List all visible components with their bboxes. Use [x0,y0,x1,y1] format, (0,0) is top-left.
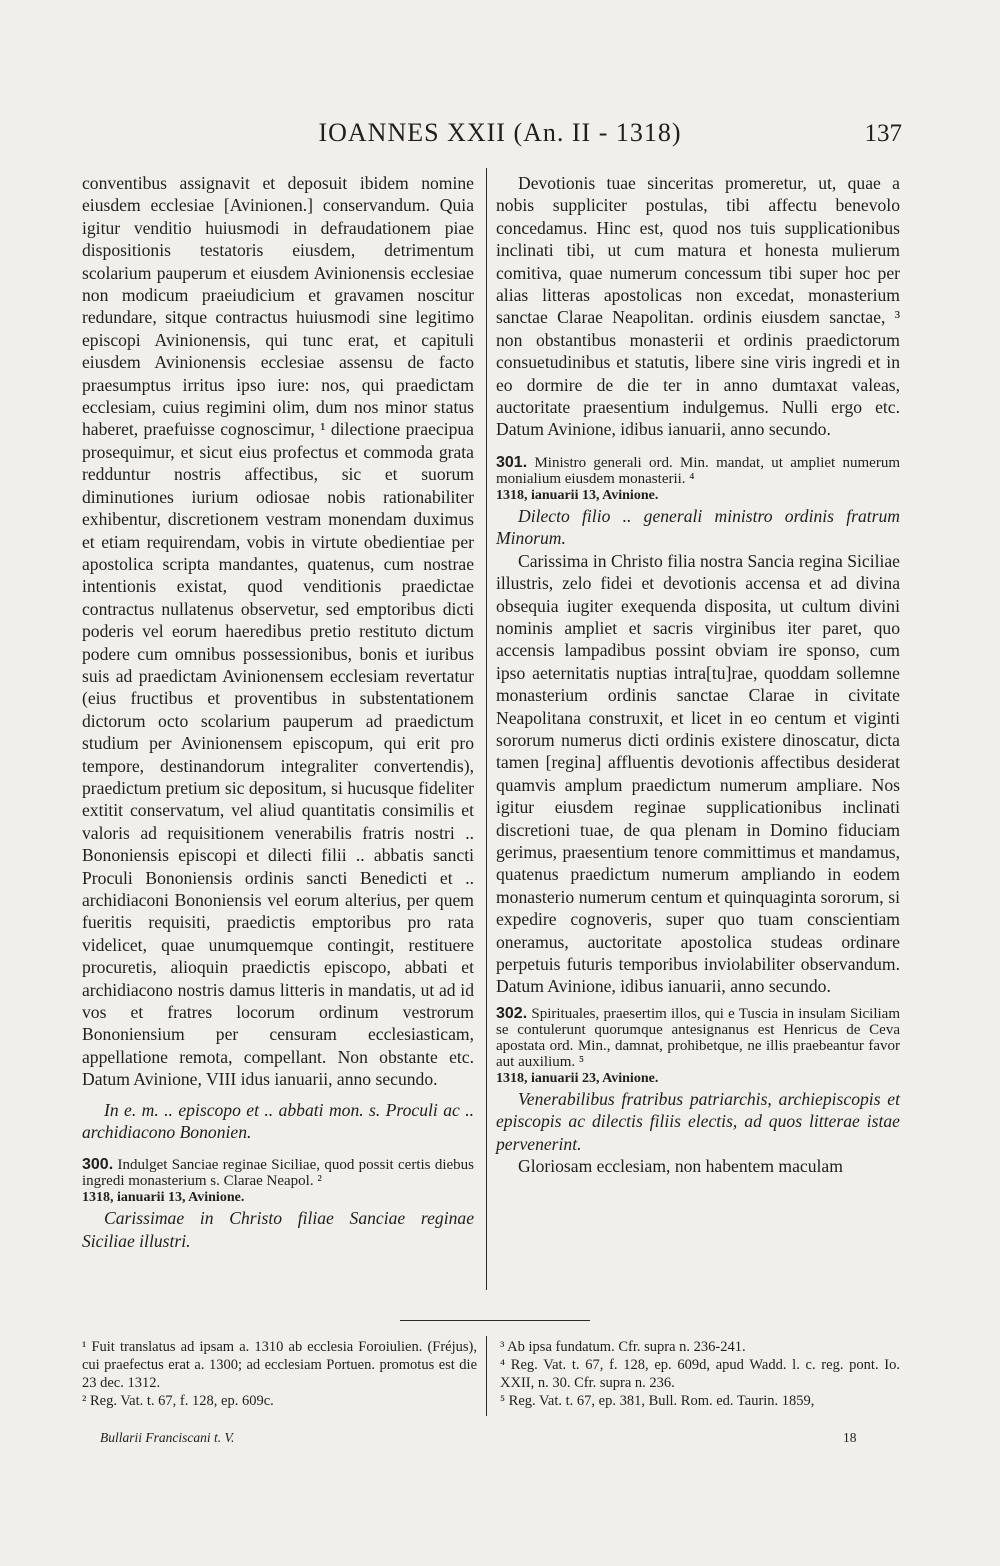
footnote-2: ² Reg. Vat. t. 67, f. 128, ep. 609c. [82,1393,274,1409]
regest-301 [496,455,900,487]
text-301: Carissima in Christo filia nostra Sancia regina Siciliae illustris, zelo fidei et devotionis accensa et ad divina obsequia iugiter exequenda disposita, ut cultum divini nominis ampliet et sacris virginibus iter paret, quo accensis lampadibus possint obviam ire sponso, cum ipso aeternitatis nuptias intra[tu]rae, quoddam sollemne monasterium ordinis sanctae Clarae in civitate Neapolitana construxit, et licet in eo centum et viginti sororum numerus dicti ordinis existere dinoscatur, dicta tamen [regina] affluentis devotionis affectibus desiderat quamvis amplum praedictum numerum ampliare. Nos igitur eiusdem reginae supplicationibus inclinati discretioni tuae, de qua plenam in Domino fiduciam gerimus, praesentium tenore committimus et mandamus, quatenus praedictum numerum ampliando in eodem monasterio numerum centum et quinquaginta sororum, si expedire cognoveris, super quo tuam conscientiam oneramus, auctoritate apostolica studeas ordinare perpetuis futuris temporibus inviolabiliter observandum. Datum Avinione, idibus ianuarii, anno secundo. [496,550,900,997]
right-column [496,172,900,1177]
footnotes-right [500,1338,900,1410]
address-300: Carissimae in Christo filiae Sanciae reginae Siciliae illustri. [82,1208,474,1251]
summary-301: Ministro generali ord. Min. mandat, ut ampliet numerum monialium eiusdem monasterii. ⁴ [496,454,900,487]
document-number-301: 301. [496,453,528,471]
footnote-1: ¹ Fuit translatus ad ipsam a. 1310 ab ecclesia Foroiulien. (Fréjus), cui praefectus erat a. 1300; ad ecclesiam Portuen. promotus est die 23 dec. 1312. [82,1339,477,1391]
text-302: Gloriosam ecclesiam, non habentem maculam [518,1156,843,1177]
footnote-3: ³ Ab ipsa fundatum. Cfr. supra n. 236-241. [500,1339,746,1355]
dateline-301: 1318, ianuarii 13, Avinione. [496,487,659,503]
sheet-number: 18 [843,1430,857,1445]
document-number-300: 300. [82,1156,114,1174]
address-299: In e. m. .. episcopo et .. abbati mon. s. Proculi ac .. archidiacono Bononien. [82,1099,474,1143]
printer-signature: Bullarii Franciscani t. V. [100,1430,235,1445]
running-title: IOANNES XXII (An. II - 1318) [318,118,682,147]
left-column [82,172,474,1252]
regest-302 [496,1006,900,1070]
document-number-302: 302. [496,1004,528,1022]
regest-300 [82,1157,474,1189]
text-300: Devotionis tuae sinceritas promeretur, ut, quae a nobis suppliciter postulas, tibi affectu benevolo concedamus. Hinc est, quod nos tuis supplicationibus inclinati tibi, ut cum matura et honesta mulierum comitiva, quae numerum concessum tibi super hoc per alias litteras apostolicas non excedat, monasterium sanctae Clarae Neapolitan. ordinis eiusdem sanctae, ³ non obstantibus monasterii et ordinis praedictorum consuetudinibus et statutis, libere sine viris ingredi et in eo dormire de die ter in anno dumtaxat valeas, auctoritate praesentium indulgemus. Nulli ergo etc. Datum Avinione, idibus ianuarii, anno secundo. [496,173,900,440]
footnote-5: ⁵ Reg. Vat. t. 67, ep. 381, Bull. Rom. ed. Taurin. 1859, [500,1393,815,1409]
left-body-paragraph: conventibus assignavit et deposuit ibidem nomine eiusdem ecclesiae [Avinionen.] conservandum. Quia igitur venditio huiusmodi in defraudationem piae dispositionis testatoris eiusdem, detrimentum scolarium pauperum et eiusdem Avinionensis ecclesiae non modicum praeiudicium et gravamen noscitur redundare, sitque contractus huiusmodi sine legitimo episcopi Avinionensis, qui tunc erat, et capituli eiusdem Avinionensis ecclesiae assensu de facto praesumptus irritus ipso iure: nos, qui praedictam ecclesiam, cuius regimini olim, dum nos minor status haberet, praefuisse cognoscimur, ¹ dilectione praecipua prosequimur, et sicut eius profectus et commoda grata redduntur nostris affectibus, sic et suorum diminutiones iurium odiosae nobis rationabiliter exhibentur, discretionem vestram monendam duximus et etiam requirendam, vobis in virtute obedientiae per apostolica scripta mandantes, quatenus, cum nostrae intentionis existat, quod venditionis praedictae contractus nullatenus observetur, sed emptoribus dicti poderis vel eorum haeredibus pretio restituto dictum podere cum omnibus possessionibus, bonis et iuribus suis ad praedictam Avinionensem ecclesiam revertatur (eius fructibus et proventibus in substentationem dictorum octo scolarium pauperum ad praedictum studium per Avinionensem episcopum, qui erit pro tempore, destinandorum integraliter convertendis), praedictum pretium sic depositum, si hucusque fideliter extitit conservatum, vel aliud quantitatis consimilis et valoris ad requisitionem venerabilis fratris nostri .. Bononiensis episcopi et dilecti filii .. abbatis sancti Proculi Bononiensis ordinis sancti Benedicti et .. archidiaconi Bononiensis vel eorum alterius, per quem fueritis requisiti, praedictis emptoribus pro rata videlicet, quae unumquemque contingit, restituere procuretis, alioquin praedictis episcopo, abbati et archidiacono nostris damus litteris in mandatis, ut ad id vos et fratres locorum ordinum vestrorum Bononiensium per censuram ecclesiasticam, appellatione remota, compellant. Non obstante etc. Datum Avinione, VIII idus ianuarii, anno secundo. [82,173,474,1090]
address-302: Venerabilibus fratribus patriarchis, archiepiscopis et episcopis ac dilectis filiis electis, ad quos litterae istae pervenerint. [496,1088,900,1154]
footnote-4: ⁴ Reg. Vat. t. 67, f. 128, ep. 609d, apud Wadd. l. c. reg. pont. Io. XXII, n. 30. Cfr. supra n. 236. [500,1357,900,1391]
column-divider [486,168,487,1290]
footnote-column-divider [486,1336,487,1416]
page-header [0,118,1000,158]
page-number: 137 [864,120,902,147]
summary-300: Indulget Sanciae reginae Siciliae, quod possit certis diebus ingredi monasterium s. Clarae Neapol. ² [82,1157,475,1190]
address-301: Dilecto filio .. generali ministro ordinis fratrum Minorum. [496,505,900,549]
dateline-300: 1318, ianuarii 13, Avinione. [82,1190,245,1206]
footnotes-left [82,1338,477,1410]
summary-302: Spirituales, praesertim illos, qui e Tuscia in insulam Siciliam se contulerunt quorumque antesignanus est Henricus de Ceva apostata ord. Min., damnat, prohibetque, ne illis praebeantur favor aut auxilium. ⁵ [496,1005,900,1070]
footnote-rule [400,1320,590,1321]
dateline-302: 1318, ianuarii 23, Avinione. [496,1070,659,1086]
